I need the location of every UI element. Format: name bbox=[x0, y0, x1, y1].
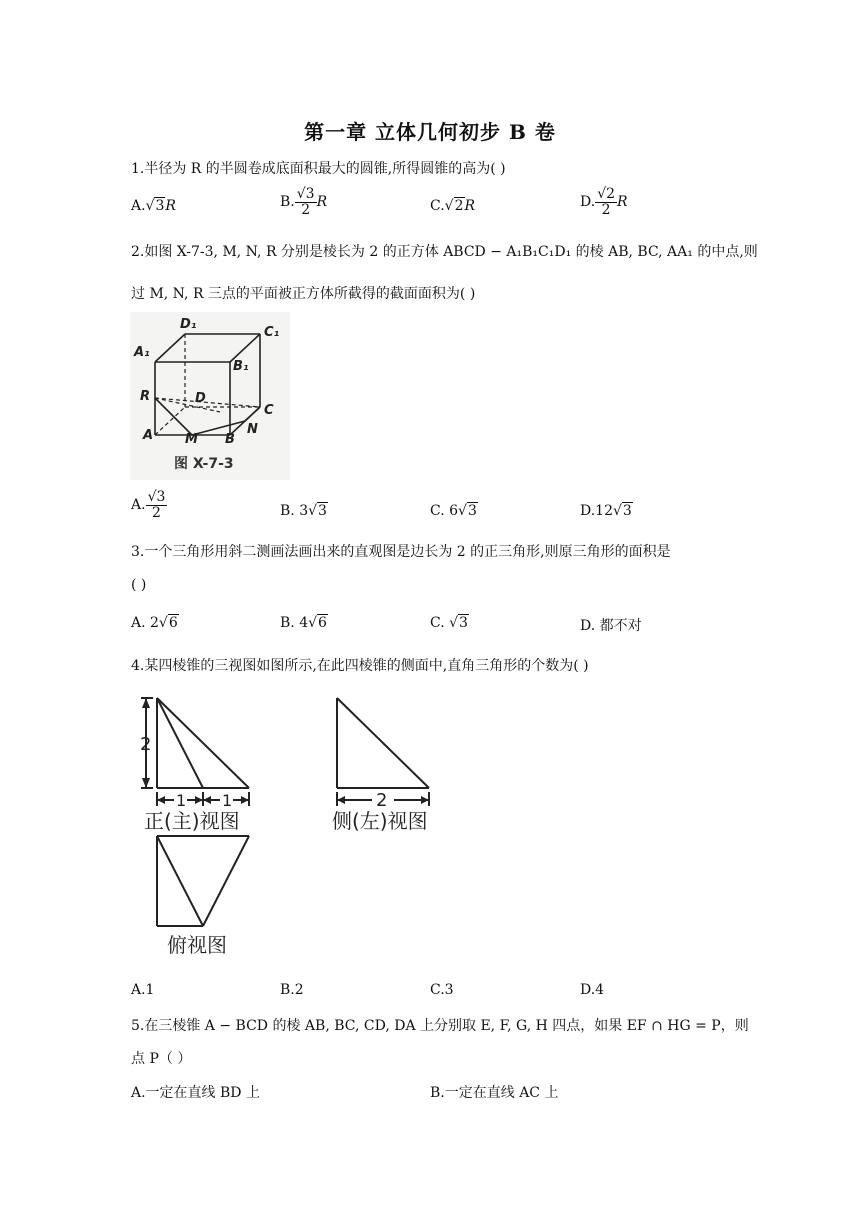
label-c1: C₁ bbox=[264, 325, 280, 340]
q2-d-sqrt: √3 bbox=[613, 503, 632, 519]
q2-option-d[interactable] bbox=[580, 503, 633, 519]
front-view-inner-edge bbox=[157, 698, 203, 788]
q3-option-c[interactable] bbox=[430, 615, 469, 631]
q1-b-fraction: $\frac{√3}{2}$ bbox=[296, 186, 315, 218]
q1-c-sqrt: √2 bbox=[444, 198, 464, 214]
question-3-line2: ( ) bbox=[131, 577, 147, 593]
q3-a-prefix: A. 2 bbox=[131, 615, 159, 631]
q4-option-a[interactable]: A.1 bbox=[131, 982, 155, 998]
top-view-right-edge bbox=[203, 836, 249, 926]
q1-b-tail: R bbox=[316, 194, 328, 211]
question-5-line2: 点 P（ ） bbox=[131, 1051, 192, 1067]
q3-a-sqrt: √6 bbox=[158, 615, 178, 631]
q3-c-sqrt: √3 bbox=[449, 615, 468, 631]
front-view-width-label-1: 1 bbox=[176, 791, 187, 810]
front-view-width-label-2: 1 bbox=[222, 791, 233, 810]
question-2-line2: 过 M, N, R 三点的平面被正方体所截得的截面面积为( ) bbox=[131, 286, 476, 302]
front-view-hypotenuse bbox=[157, 698, 249, 788]
q3-c-prefix: C. bbox=[430, 615, 450, 631]
label-a: A bbox=[143, 428, 154, 443]
side-view-caption: 侧(左)视图 bbox=[332, 809, 428, 833]
q1-option-b[interactable] bbox=[280, 187, 327, 217]
q1-a-prefix: A. bbox=[131, 198, 146, 214]
q1-d-fraction: $\frac{√2}{2}$ bbox=[597, 186, 616, 218]
cube-figure bbox=[130, 312, 290, 480]
page-title: 第一章 立体几何初步 B 卷 bbox=[304, 120, 556, 144]
label-d: D bbox=[195, 391, 206, 406]
q2-option-b[interactable] bbox=[280, 503, 328, 519]
q2-option-a[interactable] bbox=[131, 490, 167, 520]
side-view-hypotenuse bbox=[337, 698, 429, 788]
q1-c-tail: R bbox=[464, 198, 476, 214]
q1-b-prefix: B. bbox=[280, 194, 295, 211]
side-view-width-label: 2 bbox=[376, 790, 388, 811]
q1-d-tail: R bbox=[617, 194, 628, 211]
q1-a-tail: R bbox=[165, 198, 176, 214]
q1-option-a[interactable] bbox=[131, 198, 176, 214]
label-c: C bbox=[264, 403, 274, 418]
front-view-caption: 正(主)视图 bbox=[144, 809, 240, 833]
label-r: R bbox=[140, 389, 151, 404]
top-view-diagonal bbox=[157, 836, 203, 926]
top-view-caption: 俯视图 bbox=[167, 933, 227, 957]
label-a1: A₁ bbox=[134, 345, 150, 360]
question-4-text: 4.某四棱锥的三视图如图所示,在此四棱锥的侧面中,直角三角形的个数为( ) bbox=[131, 658, 589, 674]
cube-figure-caption: 图 X-7-3 bbox=[174, 456, 234, 472]
q3-option-a[interactable] bbox=[131, 615, 179, 631]
q2-b-prefix: B. 3 bbox=[280, 503, 309, 519]
question-3-line1: 3.一个三角形用斜二测画法画出来的直观图是边长为 2 的正三角形,则原三角形的面积是 bbox=[131, 544, 671, 560]
question-2-line1: 2.如图 X-7-3, M, N, R 分别是棱长为 2 的正方体 ABCD − A₁B₁C₁D₁ 的棱 AB, BC, AA₁ 的中点,则 bbox=[131, 244, 758, 260]
q3-b-prefix: B. 4 bbox=[280, 615, 309, 631]
q2-a-fraction: $\frac{√3}{2}$ bbox=[147, 489, 166, 521]
q2-c-sqrt: √3 bbox=[458, 503, 477, 519]
three-view-figure bbox=[132, 690, 442, 962]
q3-option-b[interactable] bbox=[280, 615, 328, 631]
q2-option-c[interactable] bbox=[430, 503, 478, 519]
label-m: M bbox=[185, 432, 198, 447]
question-1-text: 1.半径为 R 的半圆卷成底面积最大的圆锥,所得圆锥的高为( ) bbox=[131, 161, 506, 177]
q1-c-prefix: C. bbox=[430, 198, 445, 214]
q4-option-b[interactable]: B.2 bbox=[280, 982, 304, 998]
q5-option-a[interactable]: A.一定在直线 BD 上 bbox=[131, 1085, 260, 1101]
q2-a-prefix: A. bbox=[131, 497, 146, 514]
question-5-line1: 5.在三棱锥 A − BCD 的棱 AB, BC, CD, DA 上分别取 E, F, G, H 四点，如果 EF ∩ HG = P，则 bbox=[131, 1018, 749, 1034]
q1-option-c[interactable] bbox=[430, 198, 475, 214]
q1-d-prefix: D. bbox=[580, 194, 596, 211]
q2-b-sqrt: √3 bbox=[308, 503, 327, 519]
q5-option-b[interactable]: B.一定在直线 AC 上 bbox=[430, 1085, 559, 1101]
label-b1: B₁ bbox=[233, 359, 249, 374]
label-n: N bbox=[247, 422, 258, 437]
front-view-height-label: 2 bbox=[140, 734, 152, 755]
label-d1: D₁ bbox=[180, 317, 197, 332]
q3-b-sqrt: √6 bbox=[308, 615, 327, 631]
q4-option-c[interactable]: C.3 bbox=[430, 982, 454, 998]
q2-d-prefix: D.12 bbox=[580, 503, 613, 519]
q4-option-d[interactable]: D.4 bbox=[580, 982, 605, 998]
q1-a-sqrt: √3 bbox=[145, 198, 165, 214]
q3-option-d[interactable]: D. 都不对 bbox=[580, 618, 642, 634]
label-b: B bbox=[225, 432, 235, 447]
q1-option-d[interactable] bbox=[580, 187, 628, 217]
q2-c-prefix: C. 6 bbox=[430, 503, 459, 519]
